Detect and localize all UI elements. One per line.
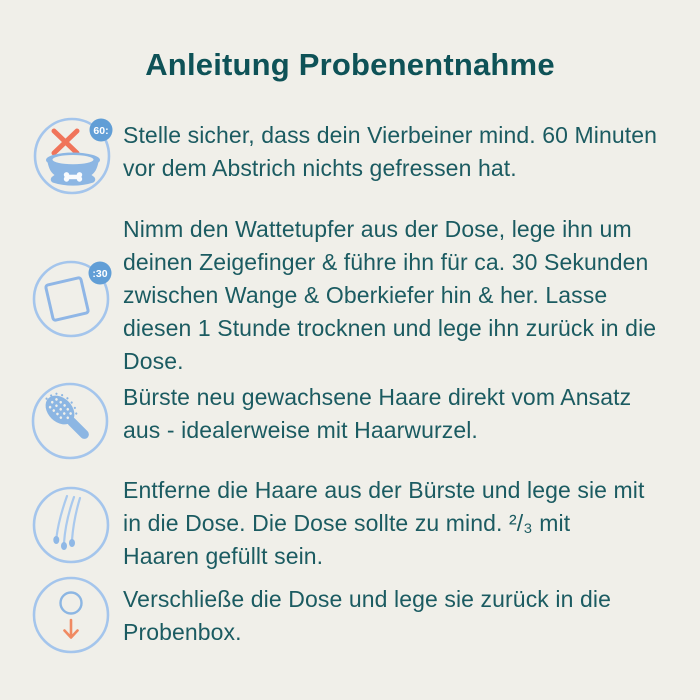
no-food-bowl-icon-wrap: [30, 114, 120, 204]
no-cross-mark: [54, 131, 77, 153]
step-text: [123, 213, 656, 378]
step-text: [123, 381, 631, 447]
lid-shape: [61, 593, 82, 614]
step-text-line: zwischen Wange & Oberkiefer hin & her. Lasse: [123, 282, 608, 308]
brush-shape: [38, 387, 98, 447]
page-title: Anleitung Probenentnahme: [145, 47, 555, 82]
hairbrush-icon: [28, 379, 118, 469]
step-text-line: Dose.: [123, 348, 184, 374]
hair-with-root-icon: [29, 483, 119, 573]
badge-label: :30: [92, 268, 108, 280]
hair-strands: [57, 496, 81, 543]
step-text-line: vor dem Abstrich nichts gefressen hat.: [123, 155, 517, 181]
cotton-swab-pad-icon: [29, 257, 119, 347]
close-container-icon-wrap: [29, 573, 119, 663]
close-container-icon: [29, 573, 119, 663]
step-text: [123, 119, 657, 185]
seconds-badge: [89, 262, 112, 285]
step-text-line: Probenbox.: [123, 619, 242, 645]
cotton-swab-pad-icon-wrap: [29, 257, 119, 347]
swab-pad-shape: [45, 277, 88, 320]
step-text-line: deinen Zeigefinger & führe ihn für ca. 30 Sekunden: [123, 249, 649, 275]
step-text-line: Haaren gefüllt sein.: [123, 543, 324, 569]
step-text-line: Nimm den Wattetupfer aus der Dose, lege ihn um: [123, 216, 632, 242]
hair-with-root-icon-wrap: [29, 483, 119, 573]
step-text: [123, 583, 611, 649]
dog-bowl-shape: [46, 153, 100, 186]
step-text-line: Bürste neu gewachsene Haare direkt vom Ansatz: [123, 384, 632, 410]
step-text-line: aus - idealerweise mit Haarwurzel.: [123, 417, 478, 443]
no-food-bowl-icon: [30, 114, 120, 204]
badge-label: 60:: [93, 125, 109, 137]
step-text-line: in die Dose. Die Dose sollte zu mind. ²/₃ mit: [123, 510, 571, 536]
step-text-line: Stelle sicher, dass dein Vierbeiner mind. 60 Minuten: [123, 122, 658, 148]
step-text-line: diesen 1 Stunde trocknen und lege ihn zurück in die: [123, 315, 657, 341]
step-text-line: Verschließe die Dose und lege sie zurück in die: [123, 586, 611, 612]
step-text-line: Entferne die Haare aus der Bürste und lege sie mit: [123, 477, 645, 503]
step-text: [123, 474, 645, 573]
down-arrow: [65, 620, 78, 638]
icon-circle-outline: [34, 488, 108, 562]
hairbrush-icon-wrap: [28, 379, 118, 469]
icon-circle-outline: [34, 578, 108, 652]
minutes-badge: [90, 119, 113, 142]
